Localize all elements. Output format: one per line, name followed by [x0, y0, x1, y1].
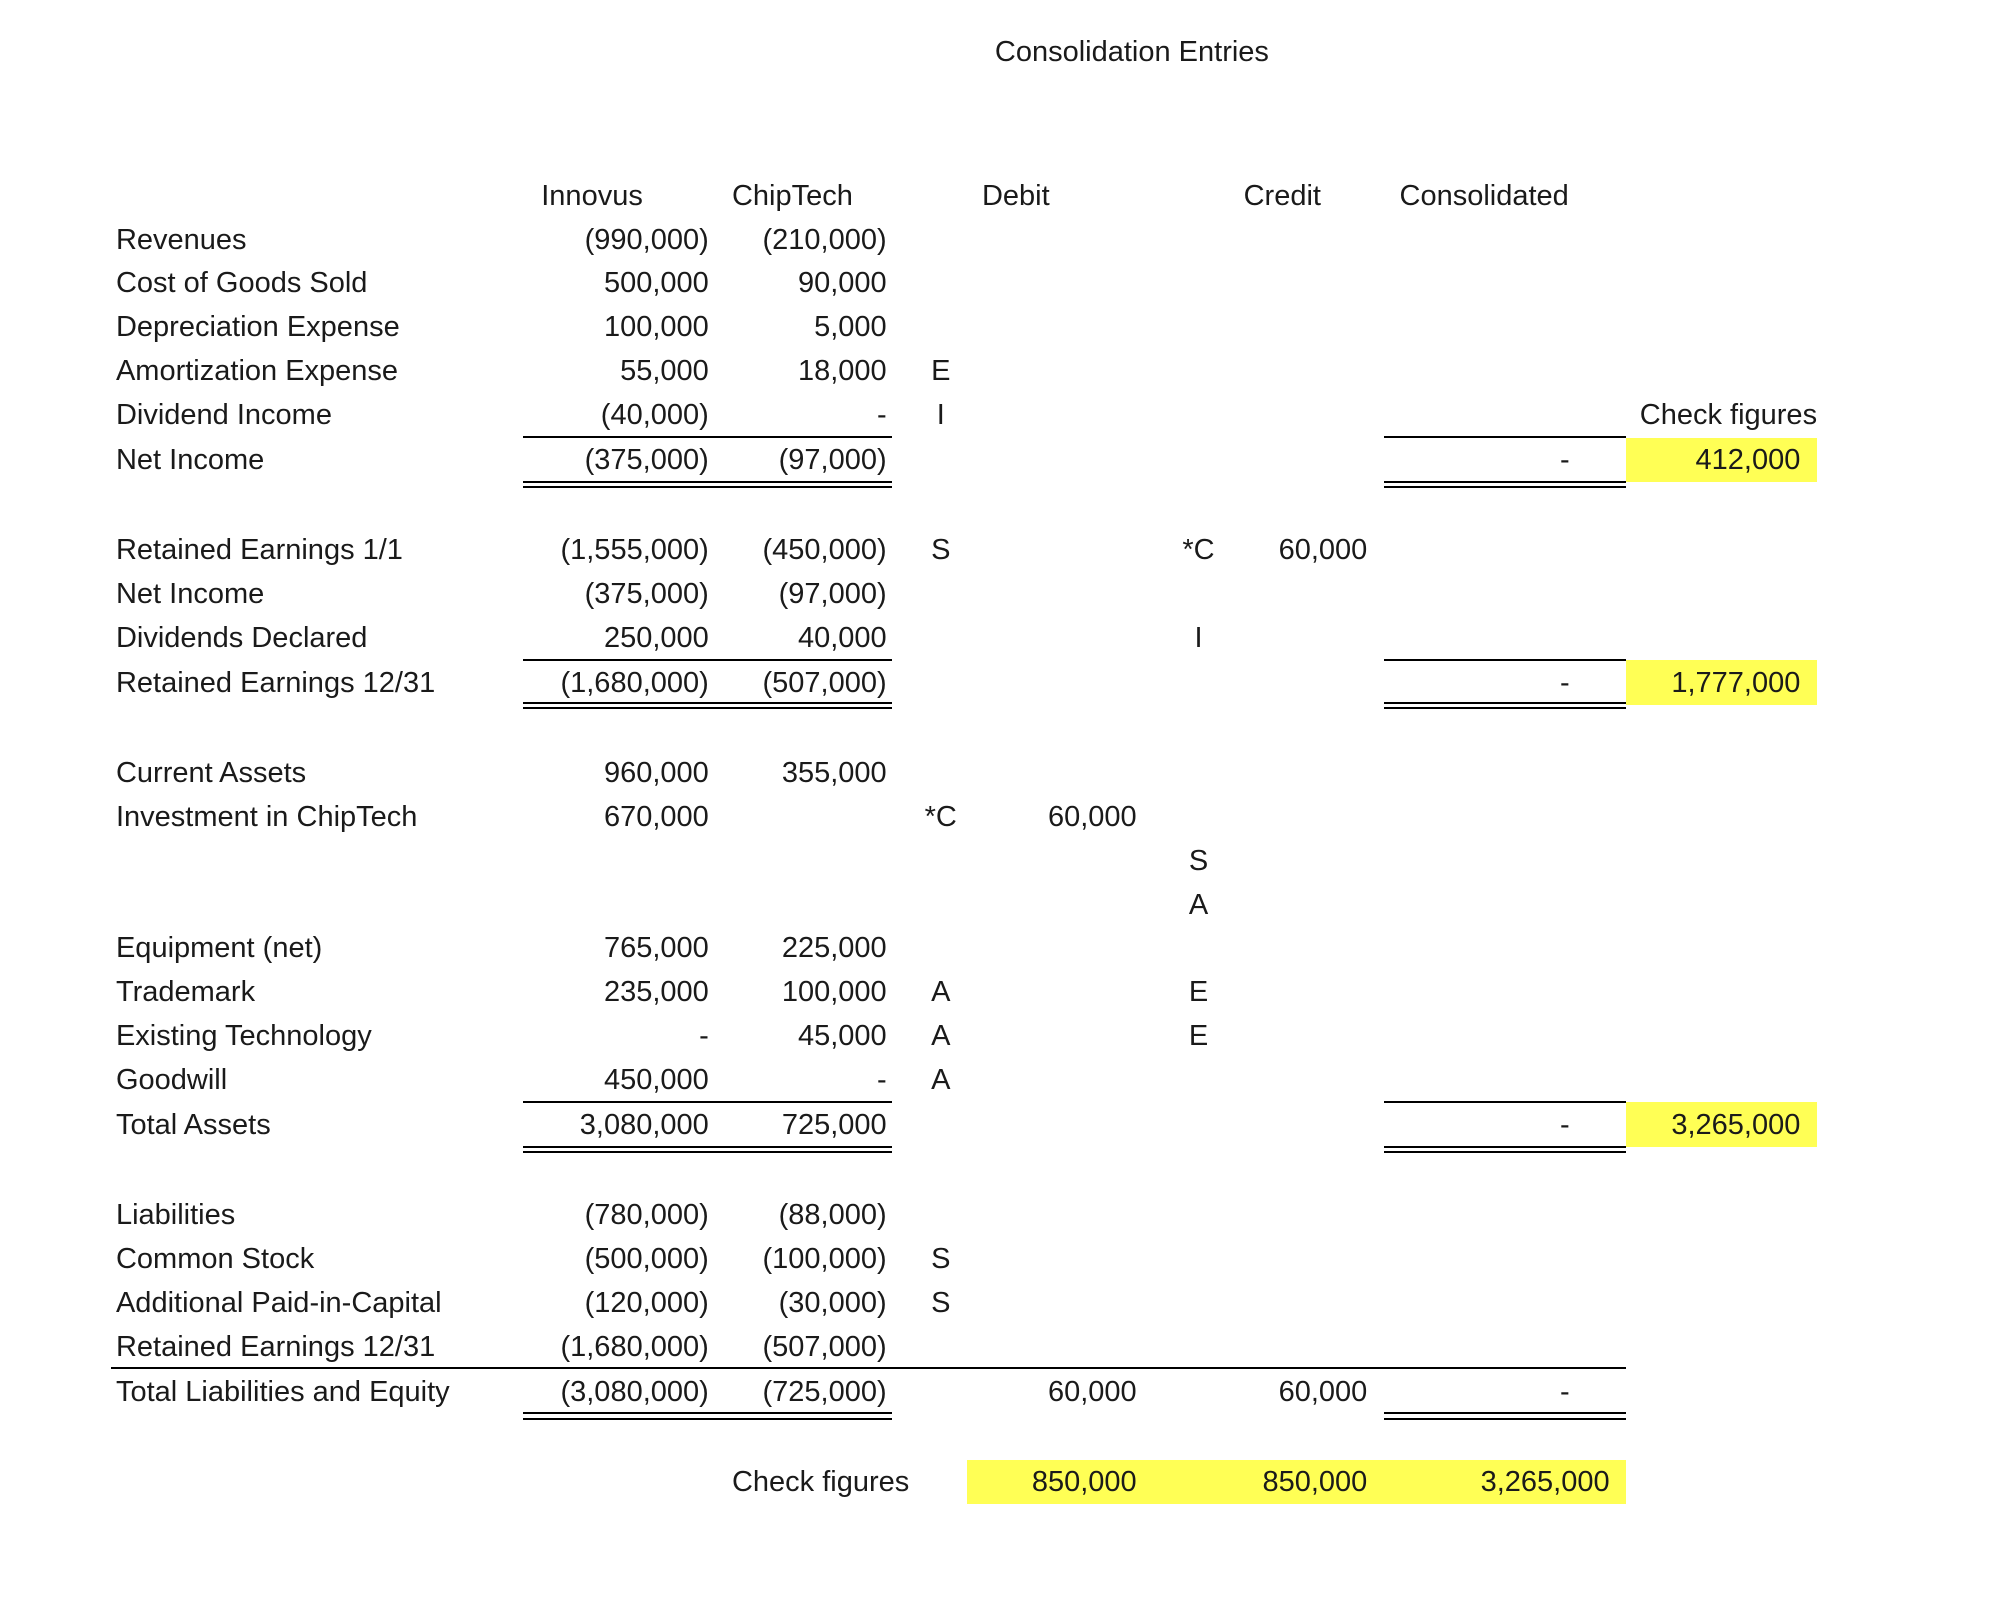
total-label: Retained Earnings 12/31: [115, 666, 436, 699]
total-double-line: [523, 481, 892, 483]
consolidated-check-figure: 3,265,000: [1480, 1465, 1610, 1498]
subtotal-line: [1384, 659, 1626, 661]
total-double-line: [1384, 486, 1626, 488]
row-label: Net Income: [115, 578, 265, 611]
innovus-value: (1,680,000): [560, 1330, 709, 1363]
debit-entry-key: E: [931, 355, 951, 388]
chiptech-total: (507,000): [762, 666, 887, 699]
chiptech-value: 225,000: [781, 932, 887, 965]
innovus-value: (500,000): [584, 1243, 709, 1276]
row-label: Depreciation Expense: [115, 311, 400, 344]
chiptech-value: (210,000): [762, 223, 887, 256]
debit-entry-key: I: [936, 398, 945, 431]
debit-check-figure: 850,000: [1031, 1465, 1137, 1498]
total-double-line: [1384, 702, 1626, 704]
chiptech-value: (100,000): [762, 1243, 887, 1276]
innovus-value: (1,555,000): [560, 534, 709, 567]
debit-entry-key: S: [931, 1243, 951, 1276]
consolidated-total: -: [1559, 1375, 1570, 1408]
credit-entry-key: I: [1194, 621, 1203, 654]
total-double-line: [1384, 1151, 1626, 1153]
total-double-line: [1384, 481, 1626, 483]
row-label: Trademark: [115, 976, 256, 1009]
chiptech-value: -: [876, 398, 887, 431]
chiptech-value: -: [876, 1063, 887, 1096]
total-double-line: [523, 1412, 892, 1414]
chiptech-total: (97,000): [778, 444, 887, 477]
innovus-value: 235,000: [603, 976, 709, 1009]
chiptech-value: (97,000): [778, 578, 887, 611]
credit-amount: 60,000: [1278, 534, 1368, 567]
subtotal-line: [523, 659, 892, 661]
total-double-line: [523, 486, 892, 488]
row-label: Additional Paid-in-Capital: [115, 1286, 442, 1319]
column-header-credit: Credit: [1243, 179, 1321, 212]
subtotal-line: [1384, 436, 1626, 438]
credit-entry-key: E: [1188, 1020, 1209, 1053]
total-label: Total Assets: [115, 1108, 271, 1141]
total-double-line: [1384, 1412, 1626, 1414]
debit-total: 60,000: [1047, 1375, 1137, 1408]
debit-entry-key: A: [931, 1020, 951, 1053]
total-double-line: [523, 1151, 892, 1153]
column-header-chiptech: ChipTech: [731, 179, 853, 212]
row-label: Dividends Declared: [115, 621, 368, 654]
row-label: Liabilities: [115, 1199, 236, 1232]
innovus-value: (990,000): [584, 223, 709, 256]
chiptech-total: (725,000): [762, 1375, 887, 1408]
innovus-value: (780,000): [584, 1199, 709, 1232]
row-label: Equipment (net): [115, 932, 323, 965]
total-double-line: [1384, 1418, 1626, 1420]
column-header-debit: Debit: [981, 179, 1050, 212]
total-double-line: [523, 1146, 892, 1148]
total-double-line: [523, 702, 892, 704]
chiptech-value: 5,000: [814, 311, 887, 344]
debit-entry-key: A: [931, 1063, 951, 1096]
consolidated-total: -: [1559, 666, 1570, 699]
credit-check-figure: 850,000: [1262, 1465, 1368, 1498]
debit-amount: 60,000: [1047, 800, 1137, 833]
column-header-consolidated: Consolidated: [1399, 179, 1569, 212]
subtotal-line: [111, 1367, 1627, 1369]
row-label: Common Stock: [115, 1243, 315, 1276]
chiptech-value: 100,000: [781, 976, 887, 1009]
sheet-title: Consolidation Entries: [994, 35, 1269, 68]
innovus-value: 765,000: [603, 932, 709, 965]
innovus-value: -: [699, 1020, 709, 1053]
row-label: Retained Earnings 12/31: [115, 1330, 436, 1363]
chiptech-value: 40,000: [797, 621, 887, 654]
chiptech-value: 90,000: [797, 267, 887, 300]
chiptech-value: 18,000: [797, 355, 887, 388]
credit-total: 60,000: [1278, 1375, 1368, 1408]
credit-entry-key: A: [1188, 888, 1209, 921]
row-label: Cost of Goods Sold: [115, 267, 368, 300]
innovus-value: 100,000: [603, 311, 709, 344]
total-label: Net Income: [115, 444, 265, 477]
consolidated-total: -: [1559, 444, 1570, 477]
debit-entry-key: *C: [924, 800, 957, 833]
chiptech-value: (507,000): [762, 1330, 887, 1363]
debit-entry-key: A: [931, 976, 951, 1009]
chiptech-value: (450,000): [762, 534, 887, 567]
row-label: Investment in ChipTech: [115, 800, 418, 833]
subtotal-line: [523, 436, 892, 438]
row-label: Retained Earnings 1/1: [115, 534, 403, 567]
check-figure-value: 1,777,000: [1671, 666, 1801, 699]
innovus-value: (40,000): [600, 398, 709, 431]
credit-entry-key: E: [1188, 976, 1209, 1009]
innovus-total: (1,680,000): [560, 666, 709, 699]
row-label: Goodwill: [115, 1063, 228, 1096]
innovus-value: (375,000): [584, 578, 709, 611]
chiptech-total: 725,000: [781, 1108, 887, 1141]
total-double-line: [1384, 707, 1626, 709]
credit-entry-key: *C: [1182, 534, 1215, 567]
subtotal-line: [1384, 1101, 1626, 1103]
row-label: Amortization Expense: [115, 355, 399, 388]
row-label: Revenues: [115, 223, 247, 256]
chiptech-value: (88,000): [778, 1199, 887, 1232]
consolidated-total: -: [1559, 1108, 1570, 1141]
innovus-value: 670,000: [603, 800, 709, 833]
total-double-line: [523, 707, 892, 709]
check-figures-label: Check figures: [1639, 398, 1818, 431]
innovus-total: (3,080,000): [560, 1375, 709, 1408]
credit-entry-key: S: [1188, 844, 1209, 877]
total-double-line: [523, 1418, 892, 1420]
debit-entry-key: S: [931, 1286, 951, 1319]
row-label: Existing Technology: [115, 1020, 372, 1053]
innovus-value: 450,000: [603, 1063, 709, 1096]
subtotal-line: [523, 1101, 892, 1103]
innovus-total: 3,080,000: [579, 1108, 709, 1141]
innovus-value: 250,000: [603, 621, 709, 654]
chiptech-value: 45,000: [797, 1020, 887, 1053]
innovus-total: (375,000): [584, 444, 709, 477]
innovus-value: 55,000: [620, 355, 709, 388]
chiptech-value: (30,000): [778, 1286, 887, 1319]
innovus-value: 500,000: [603, 267, 709, 300]
check-figures-label: Check figures: [731, 1465, 910, 1498]
total-double-line: [1384, 1146, 1626, 1148]
row-label: Current Assets: [115, 757, 307, 790]
column-header-innovus: Innovus: [541, 179, 643, 212]
chiptech-value: 355,000: [781, 757, 887, 790]
check-figure-value: 3,265,000: [1671, 1108, 1801, 1141]
innovus-value: 960,000: [603, 757, 709, 790]
innovus-value: (120,000): [584, 1286, 709, 1319]
check-figure-value: 412,000: [1695, 444, 1801, 477]
row-label: Dividend Income: [115, 398, 332, 431]
debit-entry-key: S: [931, 534, 951, 567]
total-label: Total Liabilities and Equity: [115, 1375, 450, 1408]
